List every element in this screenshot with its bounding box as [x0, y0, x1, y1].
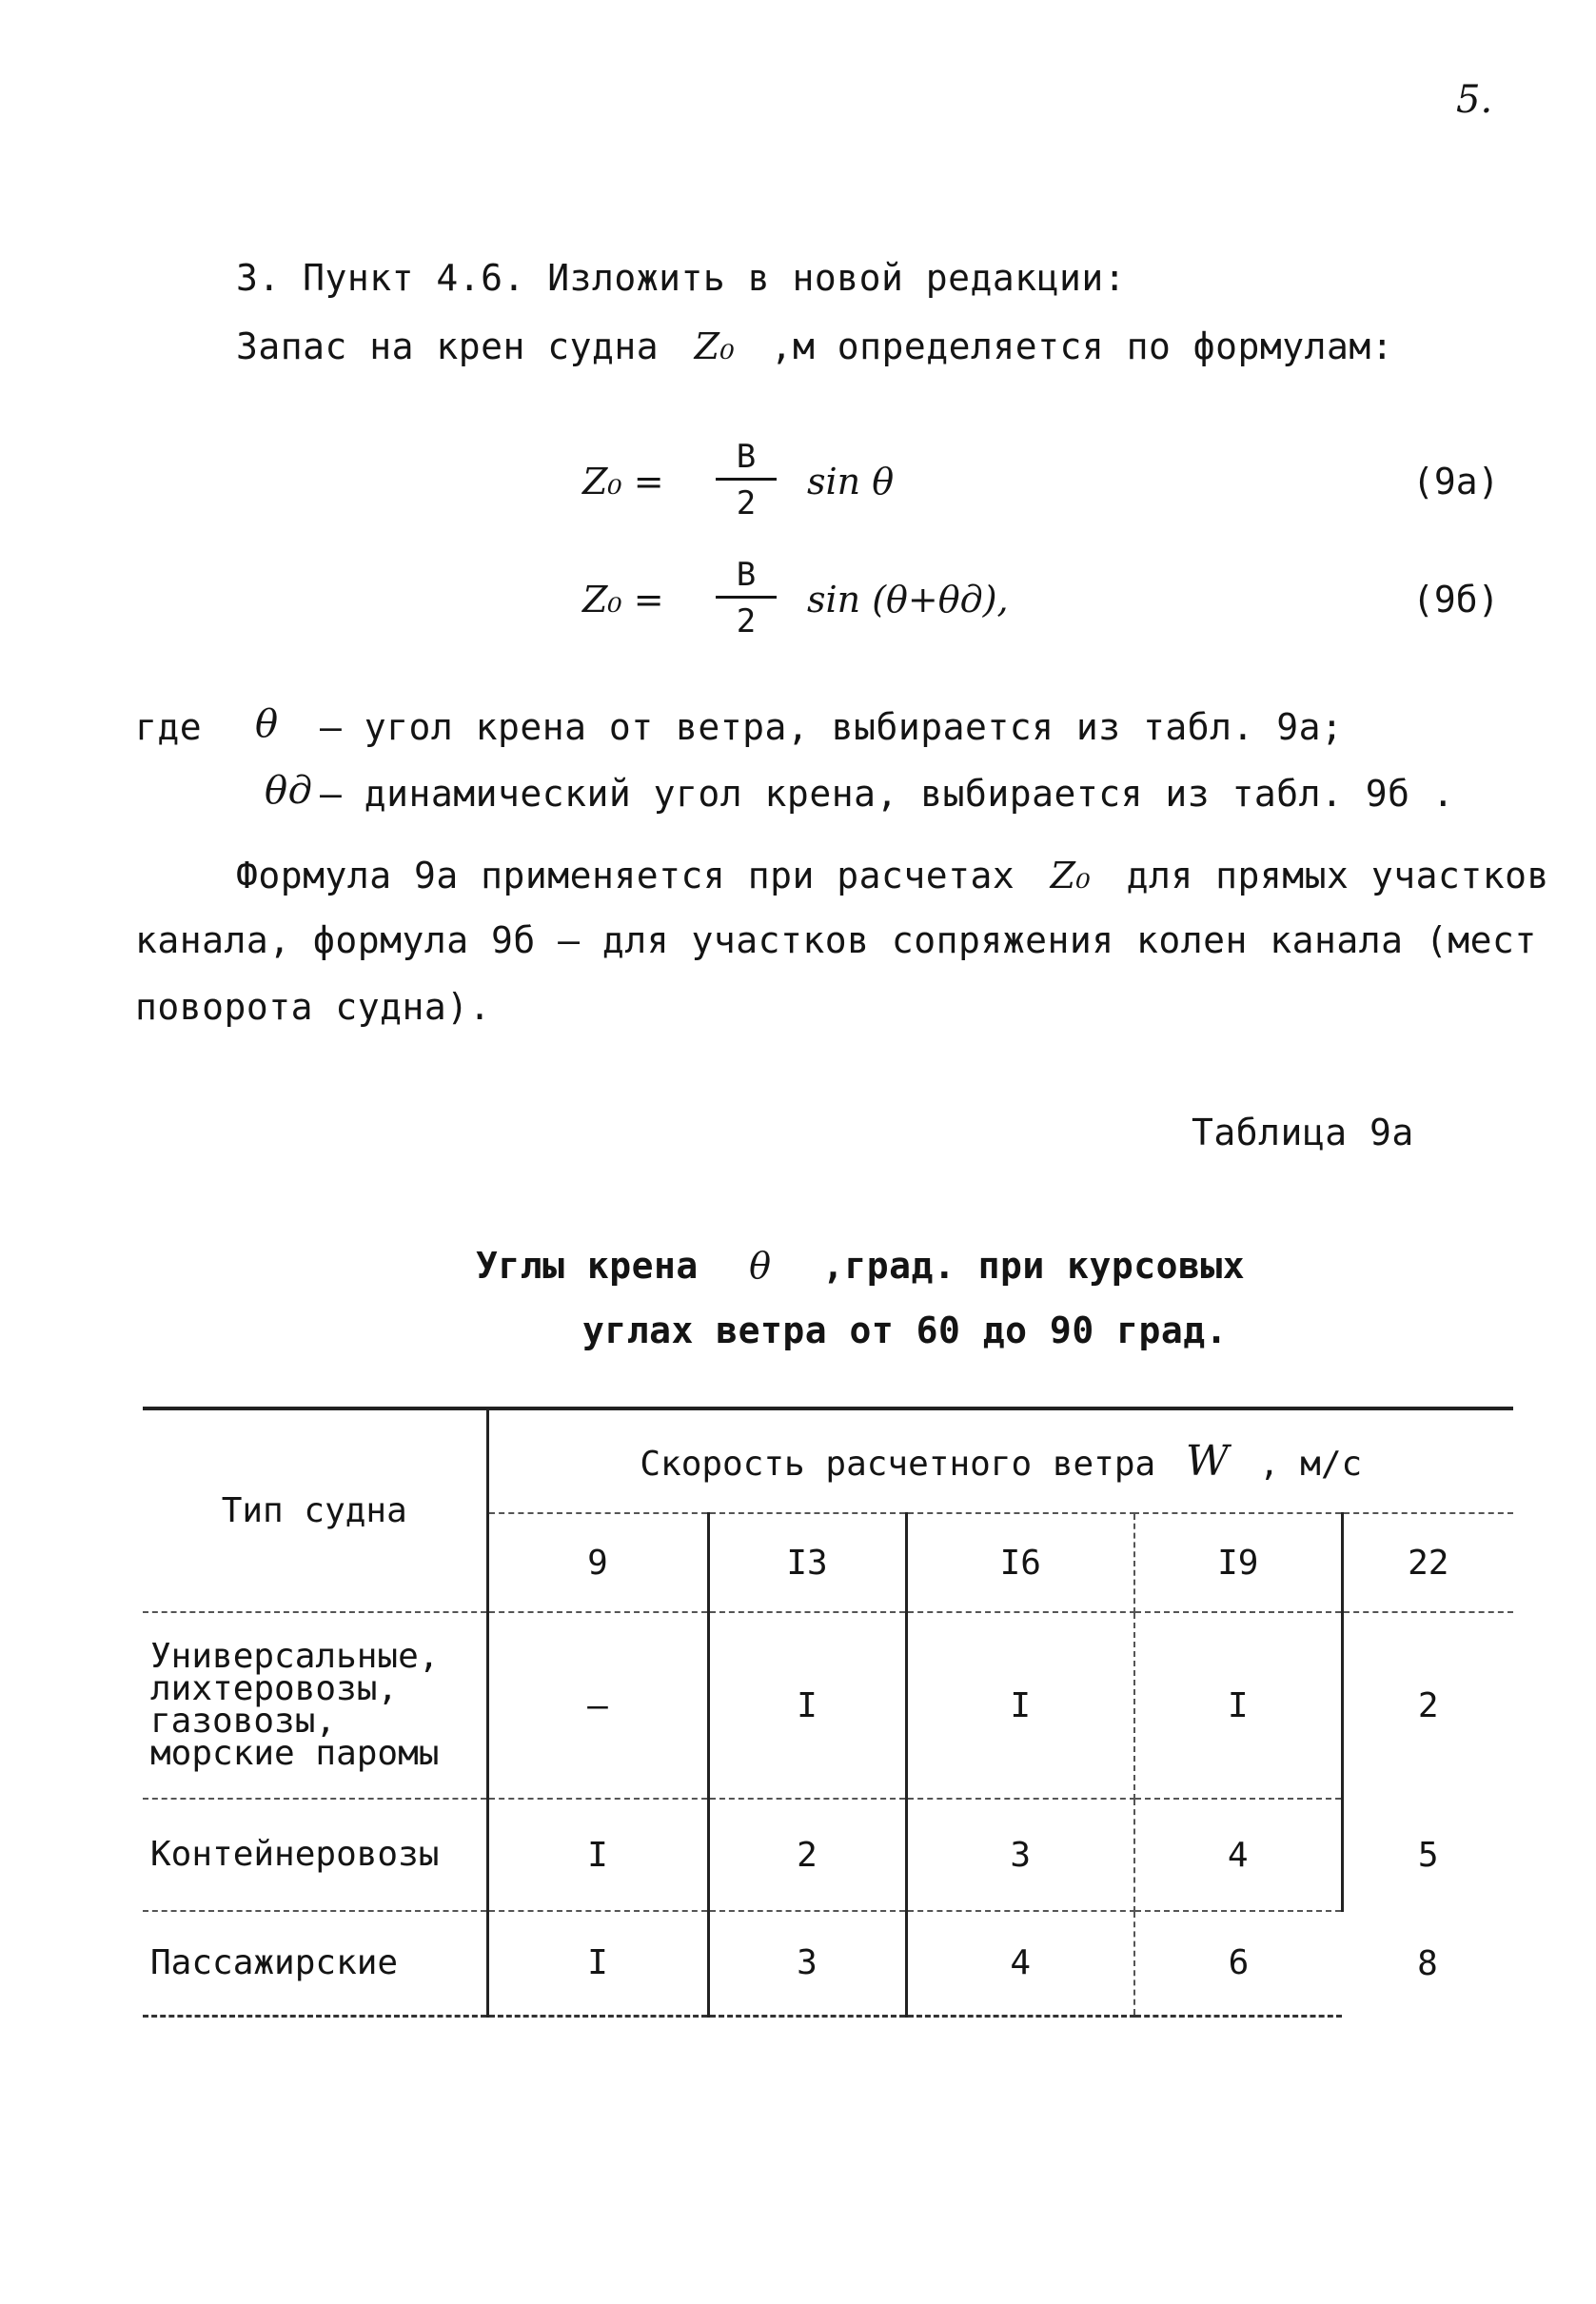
paragraph-text-b: для прямых участков: [1126, 855, 1549, 896]
value-cell: 6: [1134, 1911, 1342, 2016]
paragraph-line-3: поворота судна).: [135, 986, 492, 1028]
theta-symbol: θ: [749, 1245, 772, 1287]
ship-type-cell: Пассажирские: [143, 1911, 487, 2016]
table-row: [143, 1612, 1513, 1799]
formula-9b-tag: (9б): [1412, 579, 1500, 620]
formula-9a-tag: (9а): [1412, 461, 1500, 502]
theta-symbol: θ: [255, 702, 279, 746]
theta-d-symbol: θд: [265, 769, 313, 813]
speed-header: I3: [708, 1513, 906, 1612]
value-cell: I: [1134, 1612, 1342, 1799]
fraction-bar: [716, 478, 777, 481]
theta-d-definition: – динамический угол крена, выбирается из табл. 9б .: [320, 773, 1455, 815]
paragraph-text-a: Формула 9а применяется при расчетах: [236, 855, 1015, 896]
wind-unit: , м/с: [1258, 1445, 1363, 1484]
value-cell: 3: [906, 1799, 1134, 1911]
value-cell: 4: [906, 1911, 1134, 2016]
formula-9b-numerator: B: [736, 556, 757, 594]
formula-9a-lhs: Z₀ =: [582, 461, 664, 502]
formula-9a-rhs: sin θ: [807, 461, 895, 502]
table-label: Таблица 9а: [1192, 1112, 1414, 1153]
value-cell: I: [487, 1799, 708, 1911]
table-row: [143, 1911, 1513, 2016]
page-number: 5.: [1456, 78, 1493, 122]
formula-9b-fraction: [716, 556, 777, 640]
value-cell: 3: [708, 1911, 906, 2016]
z0-symbol: Z₀: [694, 325, 736, 367]
value-cell: I: [487, 1911, 708, 2016]
heel-angle-table: [143, 1407, 1513, 2018]
value-cell: –: [487, 1612, 708, 1799]
table-title-text-b: ,град. при курсовых: [821, 1245, 1246, 1287]
theta-definition: – угол крена от ветра, выбирается из табл. 9а;: [320, 706, 1344, 748]
ship-type-cell: Контейнеровозы: [143, 1799, 487, 1911]
wind-symbol: W: [1185, 1437, 1230, 1486]
section-heading: 3. Пункт 4.6. Изложить в новой редакции:: [236, 257, 1127, 299]
paragraph-line-2: канала, формула 9б – для участков сопряжения колен канала (мест: [135, 919, 1537, 961]
value-cell: I: [906, 1612, 1134, 1799]
col-header-wind-speed: [487, 1408, 1513, 1513]
table-title-line-1: [476, 1245, 1245, 1287]
formula-9b-rhs: sin (θ+θд),: [807, 579, 1009, 620]
formula-9a-denominator: 2: [736, 484, 757, 522]
value-cell: 5: [1417, 1835, 1439, 1875]
intro-text-a: Запас на крен судна: [236, 325, 660, 367]
value-cell: 8: [1417, 1943, 1438, 1983]
value-cell: 2: [1417, 1686, 1439, 1725]
speed-header: 9: [487, 1513, 708, 1612]
formula-9b-denominator: 2: [736, 602, 757, 640]
formula-9a-fraction: [716, 438, 777, 522]
value-cell: 2: [708, 1799, 906, 1911]
value-cell: I: [708, 1612, 906, 1799]
intro-text-b: ,м определяется по формулам:: [770, 325, 1394, 367]
where-label: где: [135, 706, 203, 748]
col-header-ship-type: Тип судна: [143, 1408, 487, 1612]
fraction-bar: [716, 596, 777, 599]
table-row: [143, 1799, 1513, 1911]
intro-line: [236, 325, 1393, 367]
paragraph-line-1: [236, 855, 1549, 896]
table-title-line-2: углах ветра от 60 до 90 град.: [582, 1310, 1228, 1351]
table-title-text-a: Углы крена: [476, 1245, 699, 1287]
speed-header: I6: [906, 1513, 1134, 1612]
z0-symbol: Z₀: [1050, 855, 1092, 896]
formula-9b-lhs: Z₀ =: [582, 579, 664, 620]
ship-type-cell: Универсальные, лихтеровозы, газовозы, морские паромы: [143, 1612, 487, 1799]
value-cell: 4: [1134, 1799, 1342, 1911]
formula-9a-numerator: B: [736, 438, 757, 476]
speed-header: I9: [1134, 1513, 1342, 1612]
speed-header: 22: [1342, 1513, 1513, 1612]
wind-header-text: Скорость расчетного ветра: [640, 1445, 1156, 1484]
